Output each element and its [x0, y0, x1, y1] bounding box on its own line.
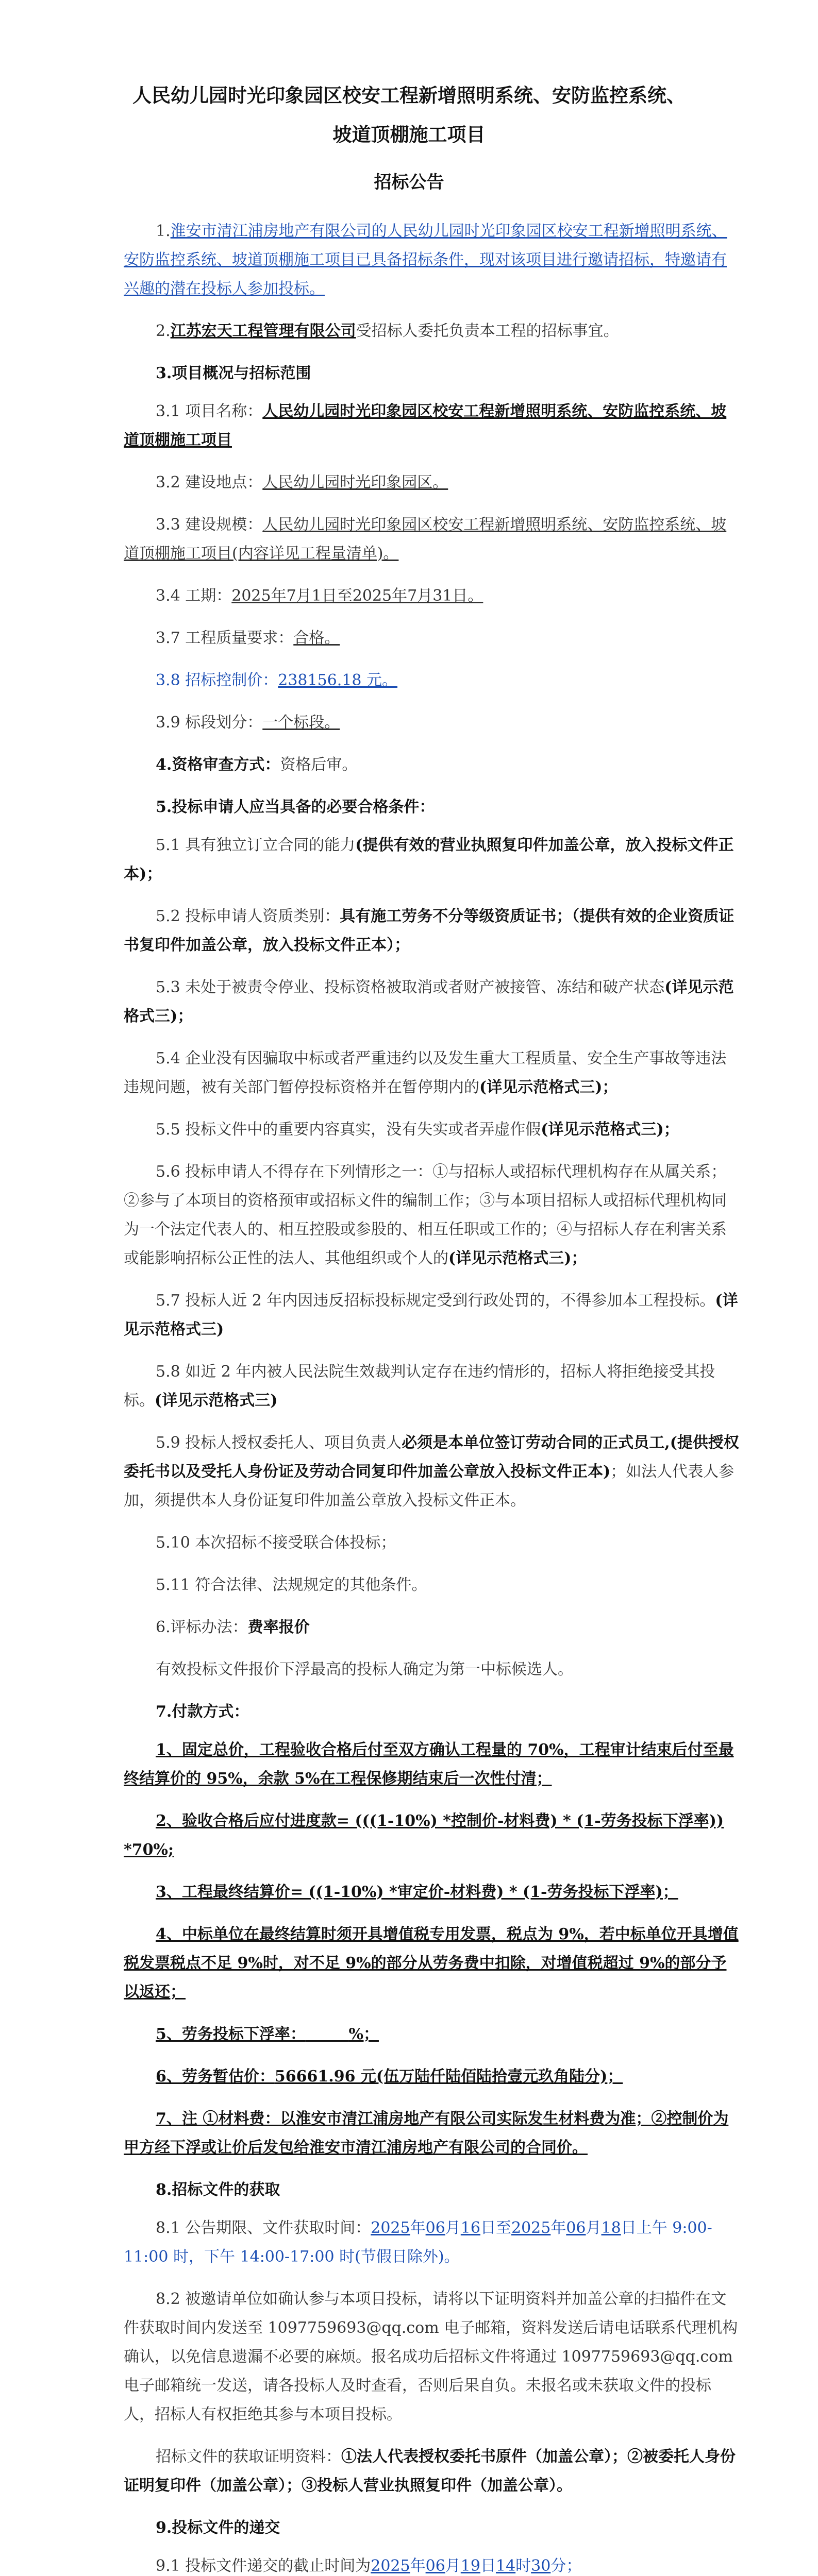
condition-5-1: 5.1 具有独立订立合同的能力(提供有效的营业执照复印件加盖公章，放入投标文件正本)； — [124, 836, 734, 883]
condition-5-3: 5.3 未处于被责令停业、投标资格被取消或者财产被接管、冻结和破产状态(详见示范格式三)； — [124, 978, 734, 1025]
condition-5-6: 5.6 投标申请人不得存在下列情形之一：①与招标人或招标代理机构存在从属关系；②参与了本项目的资格预审或招标文件的编制工作；③与本项目招标人或招标代理机构同为一个法定代表人的、相互控股或参股的、相互任职或工作的；④与招标人存在利害关系或能影响招标公正性的法人、其他组织或个人的(详见示范格式三)； — [124, 1163, 727, 1267]
project-period: 3.4 工期：2025年7月1日至2025年7月31日。 — [156, 587, 483, 605]
agent-name: 江苏宏天工程管理有限公司 — [170, 322, 356, 340]
condition-5-10: 5.10 本次招标不接受联合体投标； — [156, 1534, 396, 1552]
section-8-heading: 8.招标文件的获取 — [156, 2181, 280, 2199]
condition-5-4: 5.4 企业没有因骗取中标或者严重违约以及发生重大工程质量、安全生产事故等违法违规问题，被有关部门暂停投标资格并在暂停期内的(详见示范格式三)； — [124, 1049, 727, 1096]
condition-5-7: 5.7 投标人近 2 年内因违反招标投标规定受到行政处罚的，不得参加本工程投标。(详见示范格式三) — [124, 1292, 738, 1338]
submit-deadline: 9.1 投标文件递交的截止时间为2025年06月19日14时30分； — [156, 2557, 582, 2575]
condition-5-2: 5.2 投标申请人资质类别：具有施工劳务不分等级资质证书；（提供有效的企业资质证书复印件加盖公章，放入投标文件正本）； — [124, 907, 734, 954]
section-2: 2.江苏宏天工程管理有限公司受招标人委托负责本工程的招标事宜。 — [156, 322, 619, 340]
obtain-time: 8.1 公告期限、文件获取时间：2025年06月16日至2025年06月18日上午 9:00-11:00 时，下午 14:00-17:00 时(节假日除外)。 — [124, 2219, 712, 2266]
section-9-heading: 9.投标文件的递交 — [156, 2519, 280, 2537]
payment-4: 4、中标单位在最终结算时须开具增值税专用发票，税点为 9%，若中标单位开具增值税发票税点不足 9%时，对不足 9%的部分从劳务费中扣除，对增值税超过 9%的部分予以返还； — [124, 1925, 739, 2001]
obtain-proof: 招标文件的获取证明资料：①法人代表授权委托书原件（加盖公章）；②被委托人身份证明复印件（加盖公章）；③投标人营业执照复印件（加盖公章）。 — [124, 2448, 736, 2495]
condition-5-9: 5.9 投标人授权委托人、项目负责人必须是本单位签订劳动合同的正式员工,(提供授权委托书以及受托人身份证及劳动合同复印件加盖公章放入投标文件正本)；如法人代表人参加，须提供本人身份证复印件加盖公章放入投标文件正本。 — [124, 1434, 739, 1510]
project-intro-link[interactable]: 淮安市清江浦房地产有限公司的人民幼儿园时光印象园区校安工程新增照明系统、安防监控系统、坡道顶棚施工项目已具备招标条件，现对该项目进行邀请招标，特邀请有兴趣的潜在投标人参加投标。 — [124, 222, 727, 298]
payment-7: 7、注 ①材料费：以淮安市清江浦房地产有限公司实际发生材料费为准；②控制价为甲方经下浮或让价后发包给淮安市清江浦房地产有限公司的合同价。 — [124, 2110, 729, 2157]
payment-5: 5、劳务投标下浮率： %； — [156, 2025, 379, 2043]
project-place: 3.2 建设地点：人民幼儿园时光印象园区。 — [156, 473, 448, 492]
document-subtitle: 坡道顶棚施工项目 — [332, 124, 486, 146]
evaluation-desc: 有效投标文件报价下浮最高的投标人确定为第一中标候选人。 — [156, 1660, 573, 1679]
payment-3: 3、工程最终结算价= ((1-10%) *审定价-材料费) * (1-劳务投标下浮率)； — [156, 1883, 678, 1901]
lot-division: 3.9 标段划分：一个标段。 — [156, 714, 340, 732]
payment-2: 2、验收合格后应付进度款= (((1-10%) *控制价-材料费) * (1-劳务投标下浮率)) *70%; — [124, 1812, 724, 1859]
control-price: 3.8 招标控制价：238156.18 元。 — [156, 671, 398, 689]
section-3-heading: 3.项目概况与招标范围 — [156, 364, 311, 382]
section-7-heading: 7.付款方式： — [156, 1703, 249, 1721]
notice-heading: 招标公告 — [374, 172, 444, 193]
condition-5-11: 5.11 符合法律、法规规定的其他条件。 — [156, 1576, 427, 1594]
project-scale: 3.3 建设规模：人民幼儿园时光印象园区校安工程新增照明系统、安防监控系统、坡道顶棚施工项目(内容详见工程量清单)。 — [124, 516, 727, 563]
condition-5-5: 5.5 投标文件中的重要内容真实，没有失实或者弄虚作假(详见示范格式三)； — [156, 1121, 679, 1139]
payment-1: 1、固定总价，工程验收合格后付至双方确认工程量的 70%，工程审计结束后付至最终结算价的 95%，余款 5%在工程保修期结束后一次性付清； — [124, 1741, 734, 1788]
payment-6: 6、劳务暂估价：56661.96 元(伍万陆仟陆佰陆拾壹元玖角陆分)； — [156, 2067, 623, 2086]
section-1: 1.淮安市清江浦房地产有限公司的人民幼儿园时光印象园区校安工程新增照明系统、安防监控系统、坡道顶棚施工项目已具备招标条件，现对该项目进行邀请招标，特邀请有兴趣的潜在投标人参加投标。 — [124, 222, 727, 298]
section-5-heading: 5.投标申请人应当具备的必要合格条件： — [156, 798, 435, 816]
document-title: 人民幼儿园时光印象园区校安工程新增照明系统、安防监控系统、 — [132, 84, 686, 107]
section-4: 4.资格审查方式：资格后审。 — [156, 756, 358, 774]
condition-5-8: 5.8 如近 2 年内被人民法院生效裁判认定存在违约情形的，招标人将拒绝接受其投标。(详见示范格式三) — [124, 1363, 715, 1410]
project-name: 3.1 项目名称：人民幼儿园时光印象园区校安工程新增照明系统、安防监控系统、坡道顶棚施工项目 — [124, 402, 727, 449]
project-quality: 3.7 工程质量要求：合格。 — [156, 629, 340, 647]
obtain-method: 8.2 被邀请单位如确认参与本项目投标，请将以下证明资料并加盖公章的扫描件在文件获取时间内发送至 1097759693@qq.com 电子邮箱，资料发送后请电话联系代理机构确认，以免信息遗漏不必要的麻烦。报名成功后招标文件将通过 1097759693@qq.com 电子邮箱统一发送，请各投标人及时查看，否则后果自负。未报名或未获取文件的投标人，招标人有权拒绝其参与本项目投标。 — [124, 2290, 738, 2424]
section-6: 6.评标办法：费率报价 — [156, 1618, 310, 1636]
